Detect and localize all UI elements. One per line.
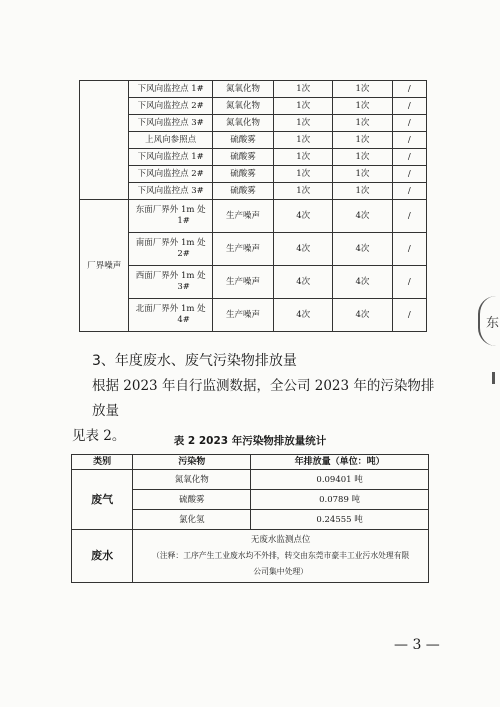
frequency-cell: 1次: [333, 132, 392, 149]
site-cell: [129, 299, 212, 332]
frequency-cell: 4次: [274, 266, 333, 299]
item-cell: 生产噪声: [212, 200, 273, 233]
site-cell: 下风向监控点 1#: [129, 149, 212, 166]
site-line-1: 南面厂界外 1m 处: [135, 238, 206, 248]
item-cell: 硫酸雾: [212, 132, 273, 149]
table-row: [80, 115, 427, 132]
note-cell: /: [392, 98, 426, 115]
item-cell: 硫酸雾: [212, 149, 273, 166]
site-cell: 下风向监控点 3#: [129, 115, 212, 132]
site-line-1: 西面厂界外 1m 处: [135, 271, 206, 281]
emissions-table: [71, 454, 429, 583]
item-cell: 生产噪声: [212, 266, 273, 299]
table-row: [80, 132, 427, 149]
pollutant-cell: 氯化氢: [133, 510, 251, 530]
frequency-cell: 4次: [333, 299, 392, 332]
site-cell: [129, 266, 212, 299]
frequency-cell: 1次: [274, 183, 333, 200]
page-number: — 3 —: [394, 637, 440, 653]
item-cell: 硫酸雾: [212, 166, 273, 183]
frequency-cell: 1次: [333, 149, 392, 166]
category-cell: [80, 81, 129, 200]
frequency-cell: 1次: [274, 149, 333, 166]
site-line-2: 2#: [177, 249, 190, 259]
table-row: [80, 98, 427, 115]
table-row: [80, 233, 427, 266]
site-line-2: 4#: [177, 315, 190, 325]
item-cell: 硫酸雾: [212, 183, 273, 200]
note-cell: /: [392, 166, 426, 183]
frequency-cell: 1次: [274, 166, 333, 183]
pollutant-cell: 硫酸雾: [133, 490, 251, 510]
frequency-cell: 1次: [274, 81, 333, 98]
frequency-cell: 1次: [274, 98, 333, 115]
site-line-1: 北面厂界外 1m 处: [135, 304, 206, 314]
amount-cell: 0.09401 吨: [251, 470, 429, 490]
table-row: [80, 81, 427, 98]
item-cell: 氮氧化物: [212, 81, 273, 98]
frequency-cell: 4次: [274, 200, 333, 233]
water-note-cell: [133, 530, 429, 583]
water-note-line-1: 无废水监测点位: [250, 535, 311, 545]
frequency-cell: 1次: [333, 81, 392, 98]
edge-mark: [492, 372, 495, 384]
section-heading: 3、年度废水、废气污染物排放量: [92, 353, 297, 369]
item-cell: 生产噪声: [212, 233, 273, 266]
header-pollutant: 污染物: [133, 455, 251, 470]
note-cell: /: [392, 299, 426, 332]
table-row: [80, 166, 427, 183]
frequency-cell: 4次: [274, 233, 333, 266]
table2-caption: 表 2 2023 年污染物排放量统计: [173, 435, 327, 447]
note-cell: /: [392, 266, 426, 299]
site-cell: 下风向监控点 1#: [129, 81, 212, 98]
frequency-cell: 1次: [274, 115, 333, 132]
item-cell: 氮氧化物: [212, 115, 273, 132]
edge-stamp: [478, 296, 500, 346]
site-line-2: 3#: [177, 282, 190, 292]
site-cell: 下风向监控点 3#: [129, 183, 212, 200]
noise-category-cell: 厂界噪声: [80, 200, 129, 332]
note-cell: /: [392, 149, 426, 166]
frequency-cell: 4次: [333, 233, 392, 266]
item-cell: 生产噪声: [212, 299, 273, 332]
note-cell: /: [392, 81, 426, 98]
paragraph-line-1: 根据 2023 年自行监测数据，全公司 2023 年的污染物排放量: [92, 378, 435, 419]
site-line-2: 1#: [177, 216, 190, 226]
frequency-cell: 4次: [274, 299, 333, 332]
frequency-cell: 1次: [333, 183, 392, 200]
category-water: 废水: [72, 530, 133, 583]
item-cell: 氮氧化物: [212, 98, 273, 115]
table-row: [80, 200, 427, 233]
amount-cell: 0.0789 吨: [251, 490, 429, 510]
frequency-cell: 1次: [333, 115, 392, 132]
paragraph-line-2: 见表 2。: [72, 428, 126, 444]
header-amount: 年排放量（单位：吨）: [251, 455, 429, 470]
note-cell: /: [392, 200, 426, 233]
frequency-cell: 1次: [333, 166, 392, 183]
category-gas: 废气: [72, 470, 133, 530]
note-cell: /: [392, 132, 426, 149]
site-cell: 下风向监控点 2#: [129, 166, 212, 183]
frequency-cell: 1次: [333, 98, 392, 115]
table-row: [80, 266, 427, 299]
frequency-cell: 4次: [333, 266, 392, 299]
note-cell: /: [392, 233, 426, 266]
site-cell: 上风向参照点: [129, 132, 212, 149]
frequency-cell: 1次: [274, 132, 333, 149]
water-note-line-3: 公司集中处理）: [253, 567, 308, 576]
note-cell: /: [392, 183, 426, 200]
site-cell: [129, 233, 212, 266]
table-row: [80, 299, 427, 332]
edge-stamp-text: 东: [486, 316, 500, 331]
site-line-1: 东面厂界外 1m 处: [135, 205, 206, 215]
site-cell: 下风向监控点 2#: [129, 98, 212, 115]
monitoring-table: [79, 80, 427, 332]
frequency-cell: 4次: [333, 200, 392, 233]
water-note-line-2: （注释：工序产生工业废水均不外排，转交由东莞市豪丰工业污水处理有限: [152, 551, 410, 560]
note-cell: /: [392, 115, 426, 132]
table-row: [80, 149, 427, 166]
pollutant-cell: 氮氧化物: [133, 470, 251, 490]
table-row: [80, 183, 427, 200]
site-cell: [129, 200, 212, 233]
amount-cell: 0.24555 吨: [251, 510, 429, 530]
header-category: 类别: [72, 455, 133, 470]
